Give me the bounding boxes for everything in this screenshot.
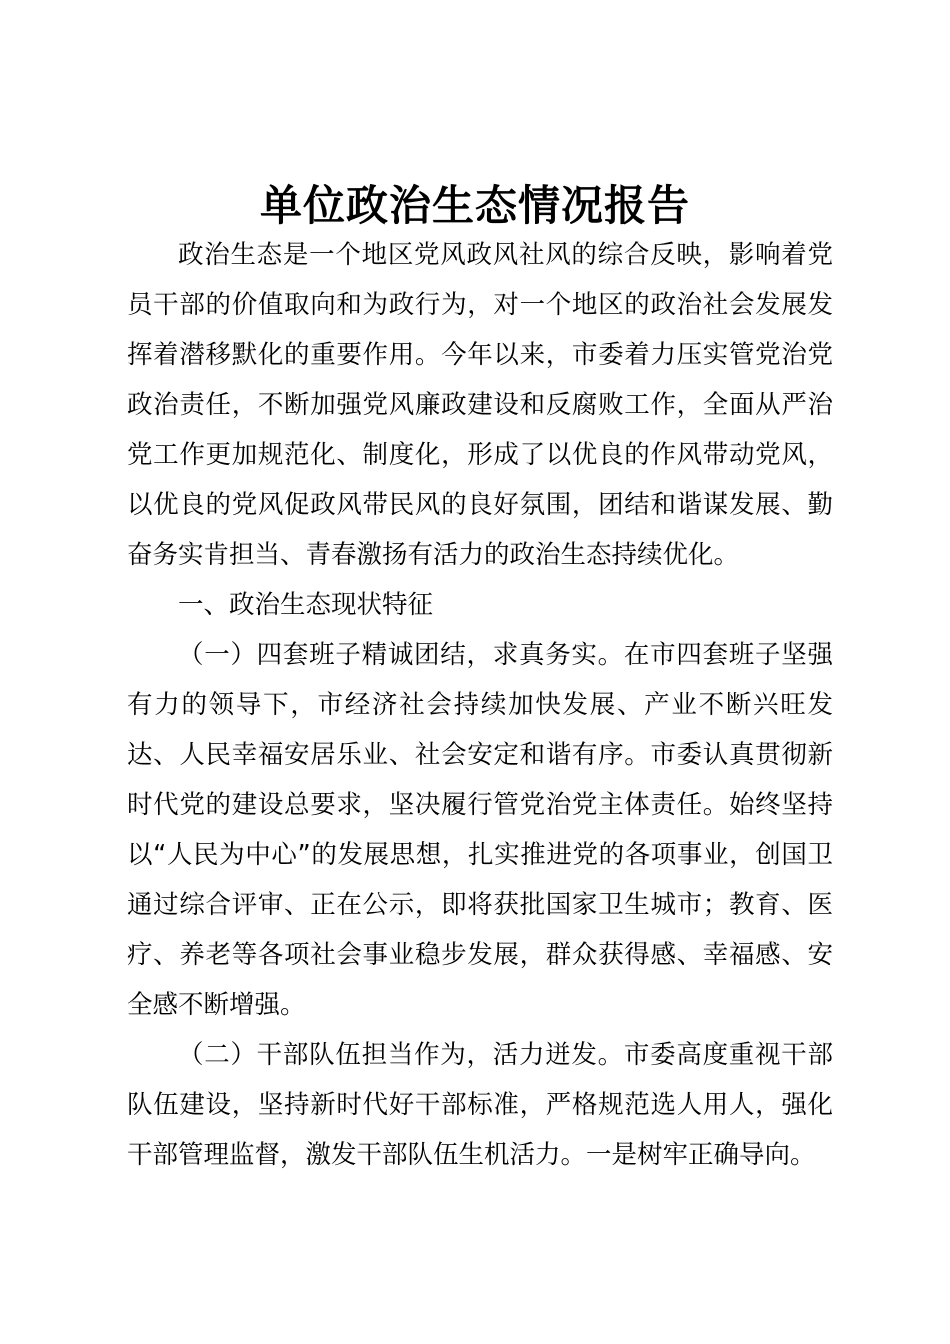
document-body bbox=[127, 230, 833, 1180]
document-title: 单位政治生态情况报告 bbox=[259, 181, 690, 230]
paragraph-1: （一）四套班子精诚团结，求真务实。在市四套班子坚强有力的领导下，市经济社会持续加快发展、产业不断兴旺发达、人民幸福安居乐业、社会安定和谐有序。市委认真贯彻新时代党的建设总要求，坚决履行管党治党主体责任。始终坚持以“人民为中心”的发展思想，扎实推进党的各项事业，创国卫通过综合评审、正在公示，即将获批国家卫生城市；教育、医疗、养老等各项社会事业稳步发展，群众获得感、幸福感、安全感不断增强。 bbox=[127, 640, 833, 1020]
intro-paragraph: 政治生态是一个地区党风政风社风的综合反映，影响着党员干部的价值取向和为政行为，对一个地区的政治社会发展发挥着潜移默化的重要作用。今年以来，市委着力压实管党治党政治责任，不断加强党风廉政建设和反腐败工作，全面从严治党工作更加规范化、制度化，形成了以优良的作风带动党风，以优良的党风促政风带民风的良好氛围，团结和谐谋发展、勤奋务实肯担当、青春激扬有活力的政治生态持续优化。 bbox=[127, 240, 833, 570]
paragraph-2: （二）干部队伍担当作为，活力迸发。市委高度重视干部队伍建设，坚持新时代好干部标准，严格规范选人用人，强化干部管理监督，激发干部队伍生机活力。一是树牢正确导向。 bbox=[127, 1040, 833, 1170]
section-heading: 一、政治生态现状特征 bbox=[178, 590, 434, 620]
